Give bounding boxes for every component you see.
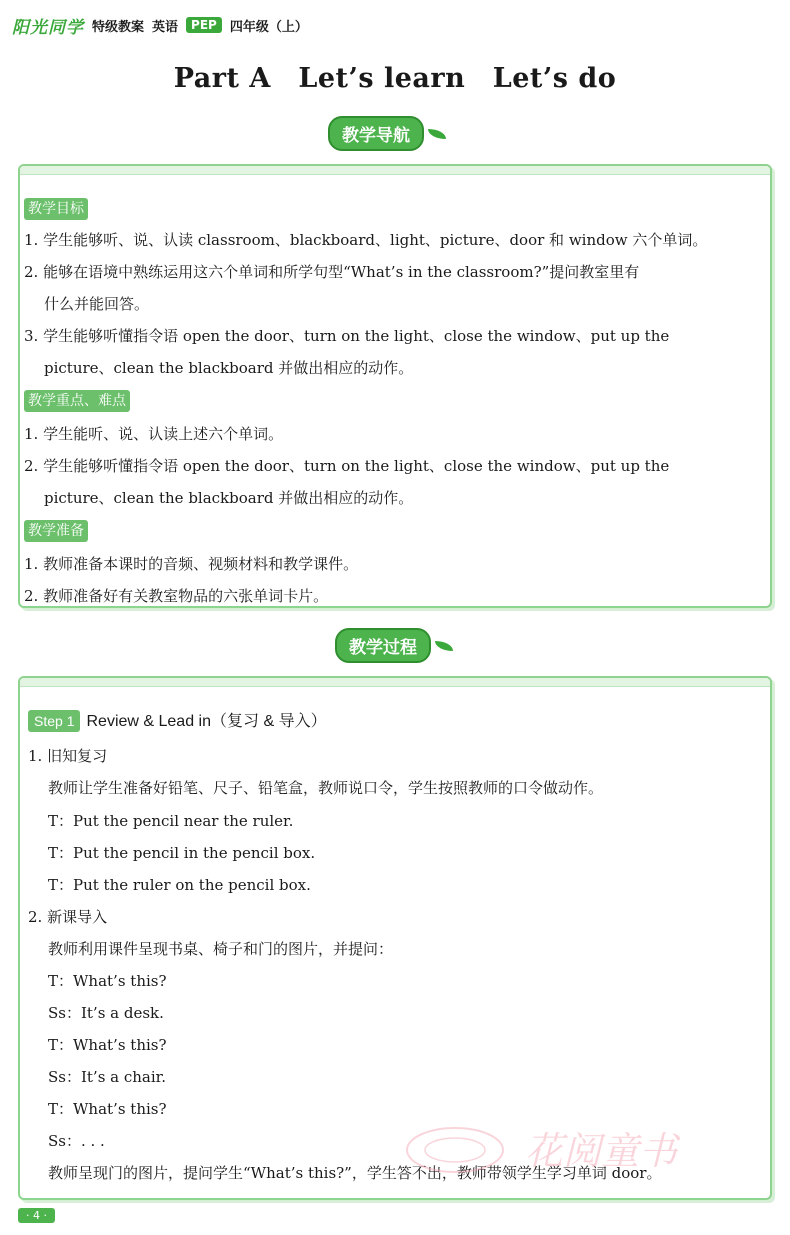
step1-badge: Step 1 — [28, 710, 80, 732]
step1-line: T：What’s this? — [48, 1036, 167, 1054]
step1-line: 1. 旧知复习 — [28, 747, 108, 765]
edition-badge: PEP — [186, 17, 222, 33]
preparation-line: 2. 教师准备好有关教室物品的六张单词卡片。 — [24, 587, 329, 605]
step1-line: 教师让学生准备好铅笔、尺子、铅笔盒，教师说口令，学生按照教师的口令做动作。 — [48, 779, 604, 797]
preparation-line: 1. 教师准备本课时的音频、视频材料和教学课件。 — [24, 555, 359, 573]
page-title: Part A Let’s learn Let’s do — [173, 63, 617, 94]
step1-line: 2. 新课导入 — [28, 908, 108, 926]
brand-logo: 阳光同学 — [12, 17, 84, 38]
step1-label: Review & Lead in（复习 & 导入） — [86, 713, 327, 730]
box-top-bar — [20, 678, 770, 687]
key-point-line: 2. 学生能够听懂指令语 open the door、turn on the light、close the window、put up the — [24, 457, 670, 475]
step1-line: Ss：It’s a chair. — [48, 1068, 166, 1086]
leaf-icon — [435, 641, 453, 651]
process-heading — [335, 628, 453, 663]
subject-label: 英语 — [152, 19, 179, 35]
nav-heading-label: 教学导航 — [328, 116, 424, 151]
objective-line: 3. 学生能够听懂指令语 open the door、turn on the light、close the window、put up the — [24, 327, 670, 345]
key-point-line: 1. 学生能听、说、认读上述六个单词。 — [24, 425, 284, 443]
grade-label: 四年级（上） — [229, 19, 308, 35]
step1-line: 教师利用课件呈现书桌、椅子和门的图片，并提问： — [48, 940, 394, 958]
key-points-tag: 教学重点、难点 — [24, 390, 130, 412]
nav-heading — [328, 116, 446, 151]
step1-line: T：What’s this? — [48, 1100, 167, 1118]
objective-line: picture、clean the blackboard 并做出相应的动作。 — [44, 359, 414, 377]
step1-line: T：Put the pencil in the pencil box. — [48, 844, 316, 862]
objective-line: 什么并能回答。 — [44, 295, 150, 313]
objective-line: 1. 学生能够听、说、认读 classroom、blackboard、light、picture、door 和 window 六个单词。 — [24, 231, 708, 249]
step1-line: T：What’s this? — [48, 972, 167, 990]
step1-line: Ss：. . . — [48, 1132, 105, 1150]
step1-line: 教师呈现门的图片，提问学生“What’s this?”，学生答不出，教师带领学生学习单词 door。 — [48, 1164, 662, 1182]
page-header — [12, 12, 308, 38]
step1-heading — [28, 710, 327, 732]
page-number: · 4 · — [18, 1208, 55, 1223]
step1-line: Ss：It’s a desk. — [48, 1004, 164, 1022]
process-heading-label: 教学过程 — [335, 628, 431, 663]
series-label: 特级教案 — [92, 19, 145, 35]
objectives-tag: 教学目标 — [24, 198, 88, 220]
box-top-bar — [20, 166, 770, 175]
watermark-text: 花阅童书 — [525, 1129, 678, 1173]
objective-line: 2. 能够在语境中熟练运用这六个单词和所学句型“What’s in the classroom?”提问教室里有 — [24, 263, 640, 281]
watermark-stamp — [395, 1118, 765, 1182]
preparation-tag: 教学准备 — [24, 520, 88, 542]
step1-line: T：Put the pencil near the ruler. — [48, 812, 294, 830]
leaf-icon — [428, 129, 446, 139]
key-point-line: picture、clean the blackboard 并做出相应的动作。 — [44, 489, 414, 507]
step1-line: T：Put the ruler on the pencil box. — [48, 876, 311, 894]
